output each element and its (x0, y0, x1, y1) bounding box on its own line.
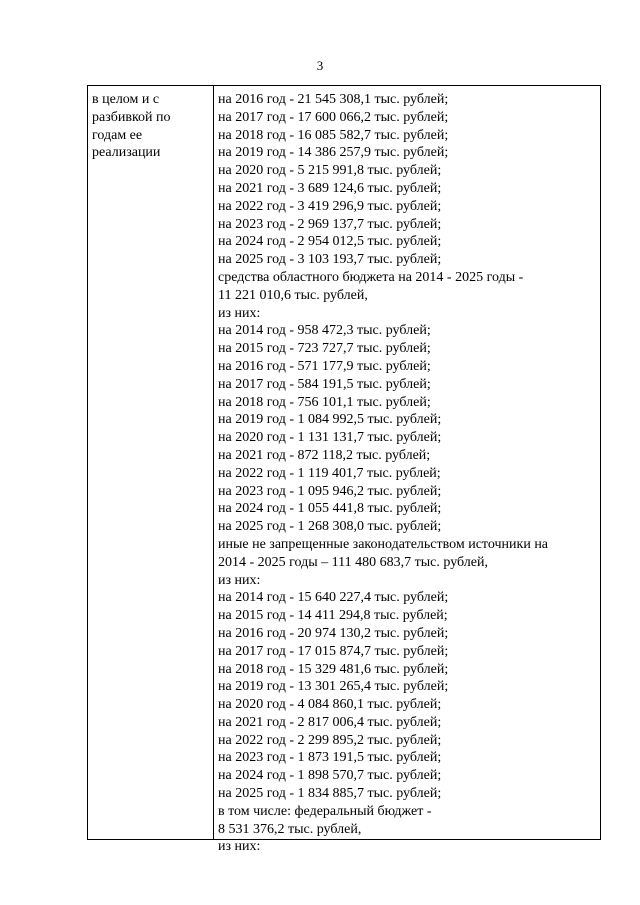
funding-line: на 2016 год - 21 545 308,1 тыс. рублей; (218, 92, 449, 107)
funding-line: иные не запрещенные законодательством источники на (218, 536, 549, 552)
funding-line: на 2022 год - 3 419 296,9 тыс. рублей; (218, 198, 442, 214)
funding-line: в том числе: федеральный бюджет - (218, 803, 432, 819)
funding-line: на 2017 год - 584 191,5 тыс. рублей; (218, 376, 431, 392)
funding-line: на 2014 год - 15 640 227,4 тыс. рублей; (218, 590, 449, 606)
funding-line: на 2023 год - 2 969 137,7 тыс. рублей; (218, 216, 442, 232)
funding-line: на 2019 год - 14 386 257,9 тыс. рублей; (218, 145, 449, 161)
funding-line: на 2023 год - 1 873 191,5 тыс. рублей; (218, 750, 442, 766)
funding-line: из них: (218, 305, 261, 321)
funding-line: на 2018 год - 756 101,1 тыс. рублей; (218, 394, 431, 410)
funding-line: на 2016 год - 571 177,9 тыс. рублей; (218, 358, 431, 374)
funding-line: на 2020 год - 5 215 991,8 тыс. рублей; (218, 163, 442, 179)
funding-line: на 2025 год - 1 268 308,0 тыс. рублей; (218, 519, 442, 535)
funding-line: на 2015 год - 723 727,7 тыс. рублей; (218, 341, 431, 357)
funding-line: на 2021 год - 872 118,2 тыс. рублей; (218, 447, 431, 463)
funding-line: на 2021 год - 3 689 124,6 тыс. рублей; (218, 180, 442, 196)
funding-line: на 2021 год - 2 817 006,4 тыс. рублей; (218, 714, 442, 730)
funding-line: на 2024 год - 1 898 570,7 тыс. рублей; (218, 768, 442, 784)
funding-line: на 2024 год - 1 055 441,8 тыс. рублей; (218, 501, 442, 517)
funding-line: на 2016 год - 20 974 130,2 тыс. рублей; (218, 625, 449, 641)
funding-line: на 2022 год - 1 119 401,7 тыс. рублей; (218, 465, 441, 481)
funding-line: на 2025 год - 1 834 885,7 тыс. рублей; (218, 786, 442, 802)
funding-line: на 2019 год - 13 301 265,4 тыс. рублей; (218, 679, 449, 695)
funding-line: 2014 - 2025 годы – 111 480 683,7 тыс. рублей, (218, 554, 488, 570)
funding-line: на 2019 год - 1 084 992,5 тыс. рублей; (218, 412, 442, 428)
funding-line: на 2020 год - 1 131 131,7 тыс. рублей; (218, 430, 442, 446)
funding-line: на 2018 год - 15 329 481,6 тыс. рублей; (218, 661, 449, 677)
funding-line: на 2014 год - 958 472,3 тыс. рублей; (218, 323, 431, 339)
table-label-cell (92, 91, 210, 162)
label-line: в целом и с (92, 92, 160, 107)
funding-line: на 2024 год - 2 954 012,5 тыс. рублей; (218, 234, 442, 250)
funding-line: на 2022 год - 2 299 895,2 тыс. рублей; (218, 732, 442, 748)
funding-line: на 2020 год - 4 084 860,1 тыс. рублей; (218, 697, 442, 713)
funding-line: на 2025 год - 3 103 193,7 тыс. рублей; (218, 252, 442, 268)
funding-line: из них: (218, 839, 261, 855)
label-line: реализации (92, 145, 161, 161)
funding-line: 11 221 010,6 тыс. рублей, (218, 287, 368, 303)
funding-line: на 2015 год - 14 411 294,8 тыс. рублей; (218, 608, 448, 624)
funding-line: на 2017 год - 17 015 874,7 тыс. рублей; (218, 643, 449, 659)
funding-line: из них: (218, 572, 261, 588)
funding-table (87, 85, 601, 855)
column-divider (213, 86, 214, 839)
funding-line: средства областного бюджета на 2014 - 2025 годы - (218, 269, 524, 285)
table-value-cell (218, 91, 598, 856)
funding-line: на 2018 год - 16 085 582,7 тыс. рублей; (218, 127, 449, 143)
label-line: годам ее (92, 127, 143, 143)
funding-line: 8 531 376,2 тыс. рублей, (218, 821, 362, 837)
funding-line: на 2017 год - 17 600 066,2 тыс. рублей; (218, 109, 449, 125)
page-number: 3 (316, 58, 324, 73)
funding-line: на 2023 год - 1 095 946,2 тыс. рублей; (218, 483, 442, 499)
label-line: разбивкой по (92, 109, 171, 125)
